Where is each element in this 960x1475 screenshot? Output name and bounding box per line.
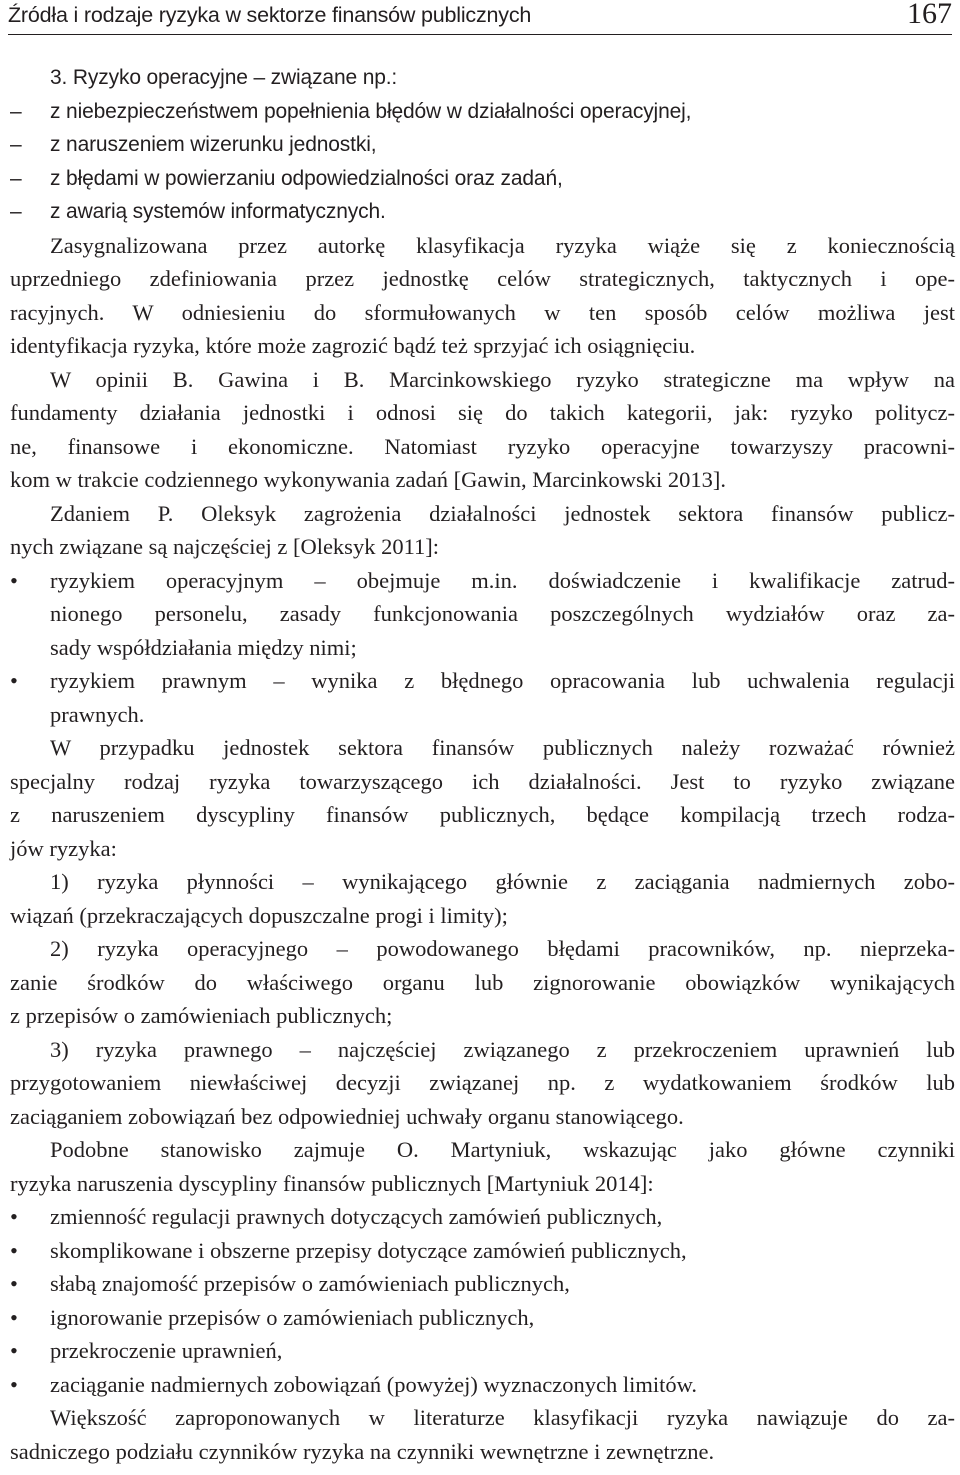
bullet-marker: • bbox=[10, 1304, 18, 1330]
line-text: Większość zaproponowanych w literaturze klasyfikacji ryzyka nawiązuje do za- bbox=[50, 1405, 955, 1430]
line-text: wiązań (przekraczających dopuszczalne progi i limity); bbox=[10, 902, 508, 928]
line-text: zmienność regulacji prawnych dotyczących zamówień publicznych, bbox=[50, 1204, 663, 1229]
dash-marker: – bbox=[10, 166, 22, 190]
line-text: sady współdziałania między nimi; bbox=[50, 634, 357, 660]
text-line bbox=[10, 363, 955, 397]
text-line bbox=[10, 1334, 955, 1368]
text-line bbox=[10, 899, 955, 933]
text-line bbox=[10, 296, 955, 330]
running-header bbox=[8, 0, 952, 35]
line-text: przekroczenie uprawnień, bbox=[50, 1338, 283, 1363]
line-text: Podobne stanowisko zajmuje O. Martyniuk, wskazując jako główne czynniki bbox=[50, 1137, 955, 1162]
text-line bbox=[10, 61, 955, 95]
text-line bbox=[10, 329, 955, 363]
text-line bbox=[10, 128, 955, 162]
line-text: ryzykiem operacyjnym – obejmuje m.in. doświadczenie i kwalifikacje zatrud- bbox=[50, 567, 955, 593]
line-text: Zdaniem P. Oleksyk zagrożenia działalności jednostek sektora finansów publicz- bbox=[50, 500, 955, 526]
line-text: z naruszeniem wizerunku jednostki, bbox=[50, 133, 377, 156]
line-text: zaciąganie nadmiernych zobowiązań (powyżej) wyznaczonych limitów. bbox=[50, 1371, 698, 1397]
text-line bbox=[10, 497, 955, 531]
text-line bbox=[10, 229, 955, 263]
bullet-marker: • bbox=[10, 567, 18, 593]
line-text: z niebezpieczeństwem popełnienia błędów w działalności operacyjnej, bbox=[50, 99, 692, 123]
text-line bbox=[10, 1267, 955, 1301]
line-text: z naruszeniem dyscypliny finansów publicznych, będące kompilacją trzech rodza- bbox=[10, 802, 955, 827]
text-line bbox=[10, 966, 955, 1000]
dash-marker: – bbox=[10, 133, 22, 156]
text-line bbox=[10, 832, 955, 866]
line-text: W opinii B. Gawina i B. Marcinkowskiego ryzyko strategiczne ma wpływ na bbox=[50, 366, 955, 392]
line-text: ne, finansowe i ekonomiczne. Natomiast ryzyko operacyjne towarzyszy pracowni- bbox=[10, 433, 955, 459]
text-line bbox=[10, 597, 955, 631]
line-text: słabą znajomość przepisów o zamówieniach publicznych, bbox=[50, 1271, 570, 1296]
line-text: Zasygnalizowana przez autorkę klasyfikacja ryzyka wiąże się z koniecznością bbox=[50, 232, 955, 258]
text-line bbox=[10, 1133, 955, 1167]
text-line bbox=[10, 664, 955, 698]
text-line bbox=[10, 564, 955, 598]
line-text: kom w trakcie codziennego wykonywania zadań [Gawin, Marcinkowski 2013]. bbox=[10, 467, 727, 492]
bullet-marker: • bbox=[10, 1371, 18, 1397]
line-text: 1) ryzyka płynności – wynikającego głównie z zaciągania nadmiernych zobo- bbox=[50, 869, 955, 894]
text-line bbox=[10, 1167, 955, 1201]
text-line bbox=[10, 932, 955, 966]
text-line bbox=[10, 195, 955, 229]
bullet-marker: • bbox=[10, 1338, 18, 1363]
text-line bbox=[10, 95, 955, 129]
text-line bbox=[10, 1200, 955, 1234]
line-text: zanie środków do właściwego organu lub zignorowanie obowiązków wynikających bbox=[10, 969, 955, 995]
line-text: zaciąganiem zobowiązań bez odpowiedniej uchwały organu stanowiącego. bbox=[10, 1103, 684, 1129]
line-text: ignorowanie przepisów o zamówieniach publicznych, bbox=[50, 1304, 535, 1330]
text-line bbox=[10, 1066, 955, 1100]
text-line bbox=[10, 1234, 955, 1268]
line-text: uprzedniego zdefiniowania przez jednostkę celów strategicznych, taktycznych i ope- bbox=[10, 266, 955, 291]
text-line bbox=[10, 731, 955, 765]
dash-marker: – bbox=[10, 200, 22, 223]
text-line bbox=[10, 463, 955, 497]
header-title: Źródła i rodzaje ryzyka w sektorze finansów publicznych bbox=[8, 3, 532, 27]
line-text: z awarią systemów informatycznych. bbox=[50, 200, 386, 223]
text-line bbox=[10, 1033, 955, 1067]
bullet-marker: • bbox=[10, 1237, 18, 1263]
line-text: ryzyka naruszenia dyscypliny finansów publicznych [Martyniuk 2014]: bbox=[10, 1170, 654, 1196]
line-text: z błędami w powierzaniu odpowiedzialności oraz zadań, bbox=[50, 166, 563, 190]
text-line bbox=[10, 430, 955, 464]
line-text: identyfikacja ryzyka, które może zagrozić bądź też sprzyjać ich osiągnięciu. bbox=[10, 333, 696, 358]
bullet-marker: • bbox=[10, 668, 18, 693]
line-text: skomplikowane i obszerne przepisy dotyczące zamówień publicznych, bbox=[50, 1237, 687, 1263]
line-text: nych związane są najczęściej z [Oleksyk 2011]: bbox=[10, 534, 439, 559]
page-number: 167 bbox=[907, 0, 952, 30]
text-line bbox=[10, 999, 955, 1033]
line-text: fundamenty działania jednostki i odnosi się do takich kategorii, jak: ryzyko politycz- bbox=[10, 400, 955, 425]
body-text bbox=[10, 61, 955, 1468]
line-text: racyjnych. W odniesieniu do sformułowanych w ten sposób celów możliwa jest bbox=[10, 299, 955, 325]
text-line bbox=[10, 1100, 955, 1134]
text-line bbox=[10, 530, 955, 564]
text-line bbox=[10, 798, 955, 832]
text-line bbox=[10, 1301, 955, 1335]
text-line bbox=[10, 1401, 955, 1435]
text-line bbox=[10, 1368, 955, 1402]
text-line bbox=[10, 765, 955, 799]
line-text: ryzykiem prawnym – wynika z błędnego opracowania lub uchwalenia regulacji bbox=[50, 668, 955, 693]
text-line bbox=[10, 262, 955, 296]
text-line bbox=[10, 698, 955, 732]
line-text: 3) ryzyka prawnego – najczęściej związanego z przekroczeniem uprawnień lub bbox=[50, 1036, 955, 1062]
line-text: przygotowaniem niewłaściwej decyzji związanej np. z wydatkowaniem środków lub bbox=[10, 1070, 955, 1095]
line-text: specjalny rodzaj ryzyka towarzyszącego ich działalności. Jest to ryzyko związane bbox=[10, 768, 955, 794]
line-text: 3. Ryzyko operacyjne – związane np.: bbox=[50, 66, 398, 89]
bullet-marker: • bbox=[10, 1271, 18, 1296]
line-text: nionego personelu, zasady funkcjonowania poszczególnych wydziałów oraz za- bbox=[50, 601, 955, 626]
bullet-marker: • bbox=[10, 1204, 18, 1229]
line-text: z przepisów o zamówieniach publicznych; bbox=[10, 1003, 393, 1028]
text-line bbox=[10, 865, 955, 899]
line-text: prawnych. bbox=[50, 701, 145, 727]
line-text: 2) ryzyka operacyjnego – powodowanego błędami pracowników, np. nieprzeka- bbox=[50, 936, 955, 961]
text-line bbox=[10, 162, 955, 196]
line-text: sadniczego podziału czynników ryzyka na czynniki wewnętrzne i zewnętrzne. bbox=[10, 1438, 715, 1464]
text-line bbox=[10, 396, 955, 430]
line-text: jów ryzyka: bbox=[10, 835, 117, 861]
line-text: W przypadku jednostek sektora finansów publicznych należy rozważać również bbox=[50, 735, 955, 760]
dash-marker: – bbox=[10, 99, 22, 123]
text-line bbox=[10, 1435, 955, 1469]
text-line bbox=[10, 631, 955, 665]
